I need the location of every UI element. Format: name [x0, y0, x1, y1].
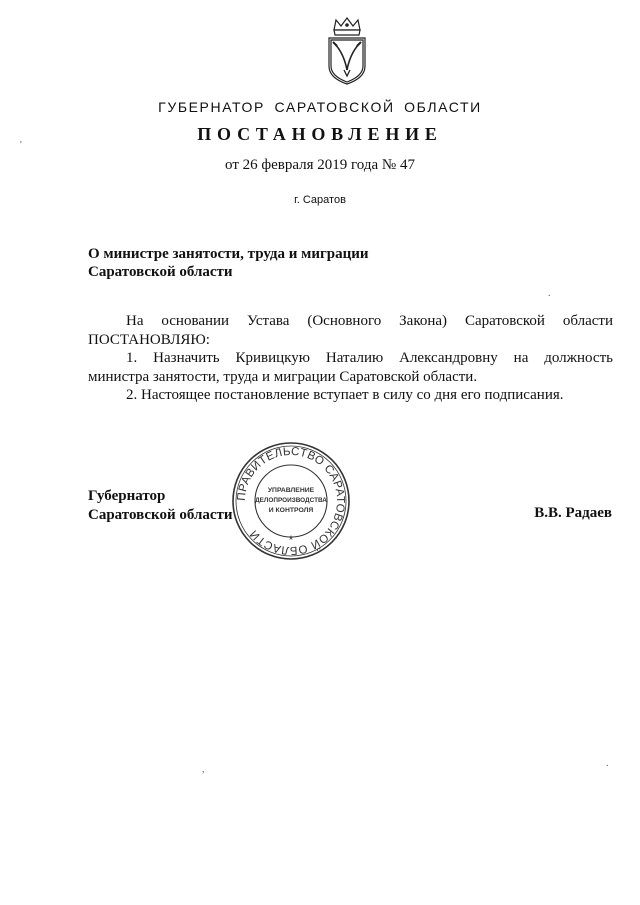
scan-mark: .: [548, 288, 551, 299]
seal-inner-line-1: УПРАВЛЕНИЕ: [267, 487, 315, 494]
issuing-authority: ГУБЕРНАТОР САРАТОВСКОЙ ОБЛАСТИ: [158, 99, 482, 115]
document-title: ПОСТАНОВЛЕНИЕ: [197, 124, 443, 144]
subject-line-1: О министре занятости, труда и миграции: [88, 246, 369, 262]
document-city: г. Саратов: [294, 194, 346, 206]
seal-outer-text: ПРАВИТЕЛЬСТВО САРАТОВСКОЙ ОБЛАСТИ: [235, 445, 347, 557]
seal-inner-line-3: И КОНТРОЛЯ: [268, 507, 314, 514]
signatory-position: [88, 487, 233, 524]
scan-mark: ,: [202, 764, 205, 775]
seal-inner-line-2: ДЕЛОПРОИЗВОДСТВА: [255, 497, 327, 504]
signatory-position-line-2: Саратовской области: [88, 506, 233, 523]
scan-mark: .: [606, 758, 609, 769]
seal-star: *: [288, 533, 294, 547]
official-seal: [230, 440, 352, 562]
item-2: 2. Настоящее постановление вступает в силу со дня его подписания.: [126, 387, 564, 403]
signer-name: В.В. Радаев: [534, 505, 612, 521]
document-subject: [88, 245, 369, 281]
saratov-coat-of-arms-icon: [322, 16, 372, 88]
subject-line-2: Саратовской области: [88, 264, 233, 280]
item-1-line-1: 1. Назначить Кривицкую Наталию Александровну на должность: [126, 350, 613, 366]
document-body: [88, 312, 613, 405]
signatory-position-line-1: Губернатор: [88, 488, 166, 504]
preamble-line-2: ПОСТАНОВЛЯЮ:: [88, 331, 210, 348]
scan-mark: ': [20, 140, 22, 151]
item-1-line-2: министра занятости, труда и миграции Саратовской области.: [88, 368, 478, 385]
preamble-line-1: На основании Устава (Основного Закона) Саратовской области: [126, 313, 613, 329]
document-date-number: от 26 февраля 2019 года № 47: [225, 157, 415, 173]
